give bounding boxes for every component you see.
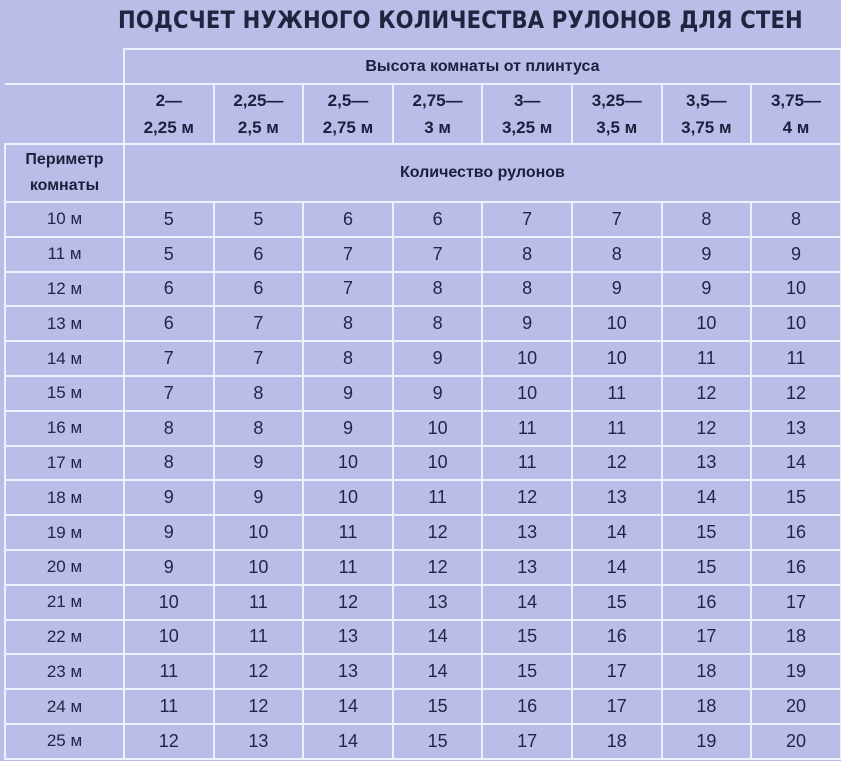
roll-count-cell: 11: [214, 620, 304, 655]
roll-count-cell: 6: [393, 202, 483, 237]
table-row: [5, 237, 841, 272]
roll-count-cell: 7: [303, 237, 393, 272]
height-range-header: [662, 84, 752, 144]
roll-count-cell: 11: [482, 446, 572, 481]
roll-count-cell: 19: [751, 654, 841, 689]
roll-count-cell: 17: [572, 654, 662, 689]
roll-count-cell: 10: [572, 306, 662, 341]
roll-count-cell: 13: [482, 550, 572, 585]
corner-cell: [5, 84, 124, 144]
roll-count-cell: 9: [124, 515, 214, 550]
roll-count-cell: 18: [572, 724, 662, 759]
perimeter-header-line2: комнаты: [29, 177, 100, 194]
height-range-header: [214, 84, 304, 144]
perimeter-label: 23 м: [5, 654, 124, 689]
roll-count-cell: 12: [303, 585, 393, 620]
roll-count-cell: 15: [393, 689, 483, 724]
roll-count-cell: 12: [751, 376, 841, 411]
roll-count-cell: 7: [124, 341, 214, 376]
height-range-to: 2,75 м: [322, 118, 374, 137]
roll-count-cell: 17: [572, 689, 662, 724]
perimeter-label: 13 м: [5, 306, 124, 341]
table-row: [5, 446, 841, 481]
roll-count-cell: 11: [124, 689, 214, 724]
table-row: [5, 689, 841, 724]
roll-count-cell: 19: [662, 724, 752, 759]
page-title: ПОДСЧЕТ НУЖНОГО КОЛИЧЕСТВА РУЛОНОВ ДЛЯ СТЕН: [118, 6, 803, 34]
table-row: [5, 376, 841, 411]
table-body: [5, 202, 841, 759]
roll-count-cell: 11: [303, 515, 393, 550]
roll-count-cell: 7: [124, 376, 214, 411]
roll-count-cell: 15: [393, 724, 483, 759]
roll-count-cell: 6: [214, 237, 304, 272]
roll-count-cell: 15: [572, 585, 662, 620]
roll-count-cell: 8: [303, 341, 393, 376]
roll-count-cell: 13: [751, 411, 841, 446]
roll-count-cell: 15: [662, 550, 752, 585]
roll-count-cell: 9: [214, 446, 304, 481]
height-range-header: [482, 84, 572, 144]
height-ranges-row: [5, 84, 841, 144]
roll-count-cell: 9: [393, 376, 483, 411]
roll-count-cell: 8: [124, 411, 214, 446]
roll-count-cell: 10: [393, 411, 483, 446]
roll-count-cell: 14: [303, 689, 393, 724]
roll-count-cell: 15: [662, 515, 752, 550]
roll-count-cell: 16: [482, 689, 572, 724]
roll-count-cell: 11: [572, 411, 662, 446]
roll-count-cell: 9: [124, 480, 214, 515]
table-row: [5, 654, 841, 689]
height-header: Высота комнаты от плинтуса: [124, 49, 841, 84]
roll-count-cell: 13: [482, 515, 572, 550]
perimeter-label: 25 м: [5, 724, 124, 759]
roll-count-cell: 8: [751, 202, 841, 237]
roll-count-cell: 14: [751, 446, 841, 481]
height-range-from: 2—: [155, 91, 183, 110]
table-row: [5, 515, 841, 550]
height-range-from: 2,75—: [412, 91, 463, 110]
roll-count-cell: 11: [393, 480, 483, 515]
table-row: [5, 272, 841, 307]
perimeter-label: 10 м: [5, 202, 124, 237]
perimeter-label: 21 м: [5, 585, 124, 620]
roll-count-cell: 6: [124, 272, 214, 307]
roll-count-cell: 10: [303, 480, 393, 515]
roll-count-cell: 9: [572, 272, 662, 307]
roll-count-cell: 11: [572, 376, 662, 411]
roll-count-cell: 14: [393, 620, 483, 655]
table-row: [5, 550, 841, 585]
perimeter-label: 22 м: [5, 620, 124, 655]
roll-count-cell: 12: [214, 654, 304, 689]
height-range-to: 3,75 м: [681, 118, 732, 137]
roll-count-cell: 9: [482, 306, 572, 341]
roll-count-cell: 16: [751, 550, 841, 585]
roll-count-cell: 6: [214, 272, 304, 307]
roll-count-cell: 12: [662, 376, 752, 411]
perimeter-label: 24 м: [5, 689, 124, 724]
height-range-header: [572, 84, 662, 144]
roll-count-cell: 8: [124, 446, 214, 481]
roll-count-cell: 6: [303, 202, 393, 237]
height-range-header: [124, 84, 214, 144]
roll-count-cell: 17: [662, 620, 752, 655]
roll-count-cell: 18: [662, 689, 752, 724]
perimeter-header-line1: Периметр: [25, 151, 104, 168]
perimeter-label: 16 м: [5, 411, 124, 446]
roll-count-cell: 20: [751, 724, 841, 759]
roll-count-cell: 8: [572, 237, 662, 272]
height-range-from: 3,5—: [686, 91, 727, 110]
roll-count-cell: 10: [214, 515, 304, 550]
roll-count-cell: 11: [482, 411, 572, 446]
roll-count-cell: 6: [124, 306, 214, 341]
roll-count-cell: 17: [751, 585, 841, 620]
roll-count-cell: 9: [662, 272, 752, 307]
perimeter-label: 14 м: [5, 341, 124, 376]
roll-count-cell: 8: [303, 306, 393, 341]
roll-count-cell: 5: [124, 237, 214, 272]
roll-count-cell: 11: [751, 341, 841, 376]
table-row: [5, 620, 841, 655]
roll-count-cell: 10: [124, 620, 214, 655]
roll-count-cell: 7: [214, 341, 304, 376]
roll-count-cell: 13: [303, 654, 393, 689]
roll-count-cell: 8: [482, 272, 572, 307]
roll-count-cell: 11: [662, 341, 752, 376]
height-range-from: 3,25—: [591, 91, 642, 110]
roll-count-cell: 8: [393, 272, 483, 307]
table-row: [5, 480, 841, 515]
perimeter-label: 12 м: [5, 272, 124, 307]
roll-count-cell: 7: [214, 306, 304, 341]
roll-count-cell: 18: [751, 620, 841, 655]
roll-count-cell: 18: [662, 654, 752, 689]
roll-count-cell: 15: [482, 654, 572, 689]
roll-count-cell: 10: [662, 306, 752, 341]
roll-count-cell: 7: [303, 272, 393, 307]
roll-count-cell: 5: [124, 202, 214, 237]
roll-count-cell: 11: [124, 654, 214, 689]
perimeter-label: 19 м: [5, 515, 124, 550]
height-range-to: 4 м: [782, 118, 810, 137]
roll-count-cell: 10: [751, 272, 841, 307]
height-range-to: 3,25 м: [501, 118, 553, 137]
roll-count-cell: 13: [572, 480, 662, 515]
roll-count-cell: 10: [393, 446, 483, 481]
roll-count-cell: 7: [393, 237, 483, 272]
perimeter-header: [5, 144, 124, 202]
roll-count-cell: 12: [124, 724, 214, 759]
table-row: [5, 411, 841, 446]
roll-count-cell: 11: [303, 550, 393, 585]
roll-count-cell: 9: [303, 411, 393, 446]
roll-count-cell: 15: [751, 480, 841, 515]
roll-count-cell: 14: [393, 654, 483, 689]
table-row: [5, 202, 841, 237]
roll-count-cell: 8: [393, 306, 483, 341]
height-range-from: 2,5—: [327, 91, 369, 110]
height-range-from: 3—: [513, 91, 541, 110]
height-range-from: 2,25—: [233, 91, 284, 110]
perimeter-label: 18 м: [5, 480, 124, 515]
roll-count-cell: 9: [751, 237, 841, 272]
roll-count-cell: 13: [214, 724, 304, 759]
roll-count-cell: 12: [572, 446, 662, 481]
roll-count-cell: 17: [482, 724, 572, 759]
roll-count-cell: 8: [214, 411, 304, 446]
count-header: Количество рулонов: [124, 144, 841, 202]
table-row: [5, 306, 841, 341]
roll-count-cell: 10: [124, 585, 214, 620]
roll-count-cell: 13: [303, 620, 393, 655]
roll-count-cell: 12: [482, 480, 572, 515]
roll-count-cell: 14: [303, 724, 393, 759]
roll-count-cell: 16: [662, 585, 752, 620]
height-range-header: [393, 84, 483, 144]
height-range-header: [303, 84, 393, 144]
roll-count-cell: 12: [662, 411, 752, 446]
roll-count-cell: 10: [482, 376, 572, 411]
height-range-to: 3 м: [424, 118, 451, 137]
table-row: [5, 341, 841, 376]
roll-count-cell: 10: [214, 550, 304, 585]
height-range-to: 2,25 м: [143, 118, 194, 137]
roll-count-cell: 10: [751, 306, 841, 341]
roll-count-cell: 12: [214, 689, 304, 724]
roll-count-cell: 8: [214, 376, 304, 411]
roll-count-cell: 16: [751, 515, 841, 550]
roll-count-cell: 12: [393, 515, 483, 550]
perimeter-label: 11 м: [5, 237, 124, 272]
roll-count-cell: 13: [393, 585, 483, 620]
roll-count-cell: 9: [214, 480, 304, 515]
roll-count-cell: 14: [482, 585, 572, 620]
roll-count-cell: 16: [572, 620, 662, 655]
roll-count-cell: 14: [662, 480, 752, 515]
roll-count-cell: 15: [482, 620, 572, 655]
roll-count-cell: 11: [214, 585, 304, 620]
roll-count-cell: 10: [482, 341, 572, 376]
perimeter-label: 17 м: [5, 446, 124, 481]
rolls-table: [4, 48, 841, 760]
roll-count-cell: 7: [572, 202, 662, 237]
perimeter-label: 15 м: [5, 376, 124, 411]
roll-count-cell: 13: [662, 446, 752, 481]
height-range-from: 3,75—: [770, 91, 822, 110]
roll-count-cell: 10: [572, 341, 662, 376]
roll-count-cell: 9: [303, 376, 393, 411]
roll-count-cell: 14: [572, 515, 662, 550]
height-range-to: 2,5 м: [237, 118, 279, 137]
roll-count-cell: 7: [482, 202, 572, 237]
roll-count-cell: 5: [214, 202, 304, 237]
roll-count-cell: 9: [662, 237, 752, 272]
roll-count-cell: 14: [572, 550, 662, 585]
corner-cell: [5, 49, 124, 84]
perimeter-label: 20 м: [5, 550, 124, 585]
roll-count-cell: 8: [482, 237, 572, 272]
roll-count-cell: 8: [662, 202, 752, 237]
height-range-header: [751, 84, 841, 144]
roll-count-cell: 9: [393, 341, 483, 376]
roll-count-cell: 9: [124, 550, 214, 585]
roll-count-cell: 10: [303, 446, 393, 481]
roll-count-cell: 20: [751, 689, 841, 724]
table-row: [5, 724, 841, 759]
roll-count-cell: 12: [393, 550, 483, 585]
table-row: [5, 585, 841, 620]
height-range-to: 3,5 м: [596, 118, 638, 137]
